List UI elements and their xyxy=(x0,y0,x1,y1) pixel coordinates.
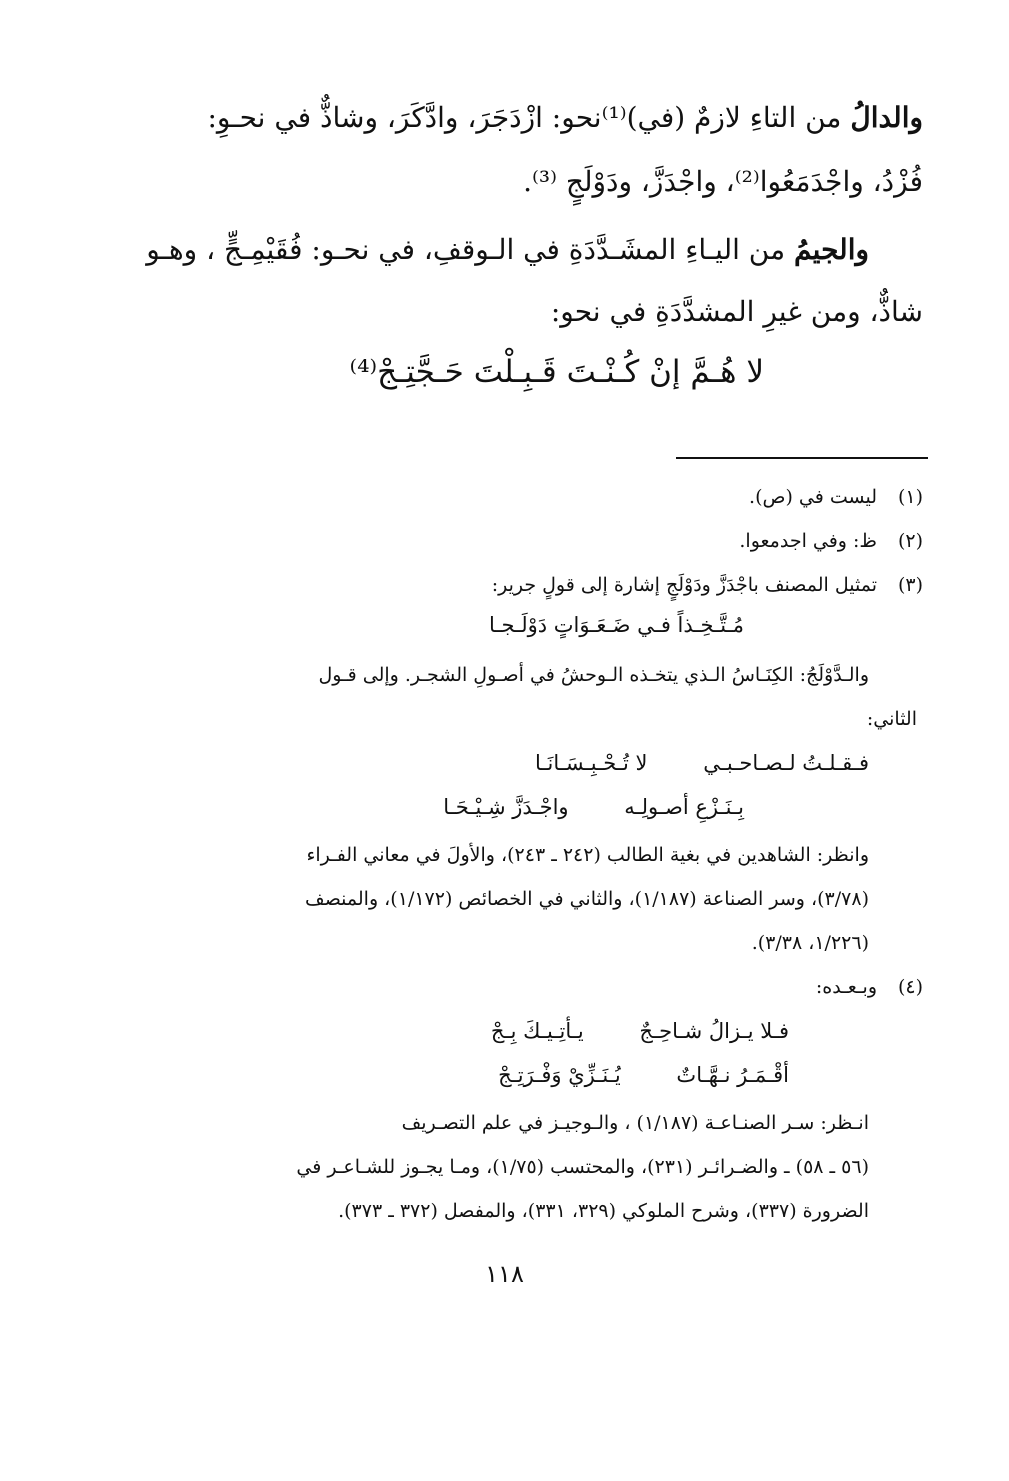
hemistich-2: لا تُـحْـبِـسَـانَـا xyxy=(534,751,648,775)
footnote-separator xyxy=(676,457,928,459)
footnote-1 xyxy=(749,482,923,512)
main-verse: لا هُـمَّ إنْ كُـنْـتَ قَـبِـلْتَ حَـجَّتِـجْ⁽⁴⁾ xyxy=(349,354,764,390)
footnote-number: (٢) xyxy=(897,530,923,552)
footnote-4-verse-2 xyxy=(498,1060,789,1090)
footnote-3-line-2: والـدَّوْلَجُ: الكِنَـاسُ الـذي يتخـذه الـوحشُ في أصـولِ الشجـر. وإلى قـول xyxy=(318,664,869,686)
hemistich-1: فـقـلـتُ لـصـاحـبـي xyxy=(703,751,869,775)
footnote-text: وبـعـده: xyxy=(815,976,877,998)
footnote-3-line-8: (١/٢٢٦، ٣/٣٨). xyxy=(751,932,869,954)
main-line-3-text: من اليـاءِ المشَـدَّدَةِ في الـوقفِ، في نحـو: فُقَيْمِـجٍّ ، وهـو xyxy=(146,233,794,266)
hemistich-1: بِـنَـزْعِ أصـولِـه xyxy=(624,795,744,819)
hemistich-1: أقْـمَـرُ نـهَّـاتٌ xyxy=(676,1063,789,1087)
main-line-2: فُزْدُ، واجْدَمَعُوا⁽²⁾، واجْدَزَّ، ودَوْلَجٍ ⁽³⁾. xyxy=(523,165,923,198)
footnote-text: ظ: وفي اجدمعوا. xyxy=(739,530,877,552)
footnote-text: تمثيل المصنف باجْدَزَّ ودَوْلَجٍ إشارة إلى قولٍ جرير: xyxy=(491,574,877,596)
footnote-3-line-6: وانظر: الشاهدين في بغية الطالب (٢٤٢ ـ ٢٤٣)، والأولَ في معاني الفـراء xyxy=(306,844,869,866)
term-dal: والدالُ xyxy=(850,101,923,134)
hemistich-2: يـأتِـيـكَ بِـجْ xyxy=(490,1019,584,1043)
footnote-number: (٤) xyxy=(897,976,923,998)
footnote-3-line-7: (٣/٧٨)، وسر الصناعة (١/١٨٧)، والثاني في الخصائص (١/١٧٢)، والمنصف xyxy=(305,888,869,910)
main-line-3 xyxy=(146,230,869,270)
footnote-3-verse-2 xyxy=(535,748,869,778)
hemistich-1: فـلا يـزالُ شـاحِـجٌ xyxy=(639,1019,789,1043)
main-line-1 xyxy=(207,98,923,138)
main-line-1-text: من التاءِ لازمٌ (في)⁽¹⁾نحو: ازْدَجَرَ، وادَّكَرَ، وشاذٌّ في نحـوِ: xyxy=(207,101,851,134)
footnote-number: (١) xyxy=(897,486,923,508)
footnote-4-verse-1 xyxy=(491,1016,789,1046)
footnote-3-verse-1: مُـتَّـخِـذاً فـي ضَـعَـوَاتٍ دَوْلَـجـا xyxy=(488,613,744,637)
page-number: ١١٨ xyxy=(485,1260,524,1288)
hemistich-2: واجْـدَزَّ شِـيْـحَـا xyxy=(443,795,569,819)
footnote-4 xyxy=(816,972,923,1002)
footnote-number: (٣) xyxy=(897,574,923,596)
footnote-4-line-3: انـظر: سـر الصنـاعـة (١/١٨٧) ، والـوجيـز في علم التصـريف xyxy=(401,1112,869,1134)
footnote-text: ليست في (ص). xyxy=(749,486,877,508)
footnote-2 xyxy=(739,526,923,556)
footnote-4-line-5: الضرورة (٣٣٧)، وشرح الملوكي (٣٢٩، ٣٣١)، والمفصل (٣٧٢ ـ ٣٧٣). xyxy=(338,1200,869,1222)
term-jim: والجيمُ xyxy=(794,233,869,266)
hemistich-2: يُـنَـزِّيْ وَفْـرَتِـجْ xyxy=(498,1063,621,1087)
footnote-3 xyxy=(492,570,923,600)
footnote-3-line-3: الثاني: xyxy=(866,708,917,730)
footnote-3-verse-3 xyxy=(443,792,744,822)
main-line-4: شاذٌّ، ومن غيرِ المشدَّدَةِ في نحو: xyxy=(550,295,923,328)
footnote-4-line-4: (٥٦ ـ ٥٨) ـ والضـرائـر (٢٣١)، والمحتسب (١/٧٥)، ومـا يجـوز للشـاعـر في xyxy=(296,1156,869,1178)
